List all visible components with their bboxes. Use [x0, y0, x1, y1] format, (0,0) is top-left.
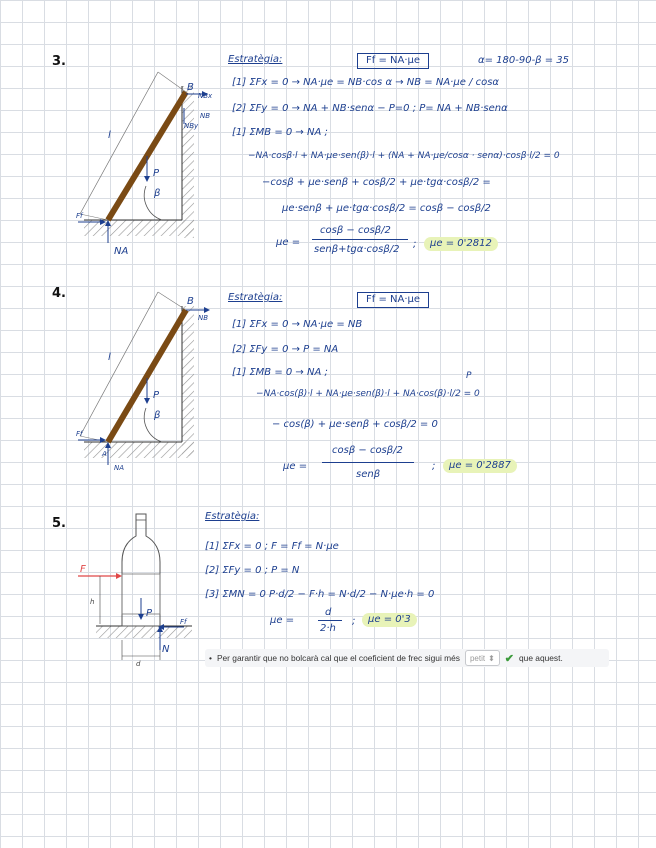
p3-eq-1: [1] ΣFx = 0 → NA·μe = NB·cos α → NB = NA·μe / cosα [232, 77, 500, 88]
problem-5-number: 5. [52, 516, 66, 531]
p3-friction-formula: Ff = NA·μe [357, 53, 429, 69]
ladder-figure-3 [74, 68, 214, 258]
p3-eq-3: [1] ΣMB = 0 → NA ; [232, 127, 328, 138]
note-after-text: que aquest. [519, 653, 563, 663]
fig4-label-ff: Ff [76, 430, 83, 438]
fig4-label-l: l [108, 352, 111, 363]
fig4-label-beta: β [154, 410, 161, 421]
fig3-label-p: P [153, 168, 160, 179]
p4-separator: ; [432, 461, 436, 472]
p3-separator: ; [413, 239, 417, 250]
p5-numerator: d [325, 607, 332, 618]
p5-heading: Estratègia: [205, 511, 260, 522]
p4-eq-4: −NA·cos(β)·l + NA·μe·sen(β)·l + NA·cos(β)·l/2 = 0 [256, 389, 480, 399]
p5-result-lhs: μe = [270, 615, 295, 626]
p3-numerator: cosβ − cosβ/2 [320, 225, 391, 236]
fig5-label-h: h [90, 598, 95, 606]
fig5-label-ff: Ff [180, 618, 187, 626]
fig5-label-p: P [146, 608, 153, 619]
p5-separator: ; [352, 616, 356, 627]
fig4-label-a: A [102, 450, 107, 458]
fig3-label-b: B [187, 82, 194, 93]
answer-select[interactable] [465, 650, 500, 666]
fig3-label-l: l [108, 130, 111, 141]
problem-3-number: 3. [52, 54, 66, 69]
fig3-label-nb: NB [200, 112, 211, 120]
fig3-label-nby: NBy [184, 122, 199, 130]
p3-eq-2: [2] ΣFy = 0 → NA + NB·senα − P=0 ; P= NA + NB·senα [232, 103, 508, 114]
fig4-label-b: B [187, 296, 194, 307]
p5-eq-3: [3] ΣMN = 0 P·d/2 − F·h = N·d/2 − N·μe·h = 0 [205, 589, 435, 600]
fig5-label-n: N [162, 644, 170, 655]
fig5-label-d: d [136, 660, 141, 668]
fig3-label-beta: β [154, 188, 161, 199]
bottle-figure-5 [74, 510, 204, 672]
p3-result-lhs: μe = [276, 237, 301, 248]
p5-eq-1: [1] ΣFx = 0 ; F = Ff = N·μe [205, 541, 339, 552]
fig4-label-na: NA [114, 464, 125, 472]
p4-heading: Estratègia: [228, 292, 283, 303]
p4-eq-3: [1] ΣMB = 0 → NA ; [232, 367, 328, 378]
fig5-label-f: F [80, 564, 86, 575]
p4-eq-1: [1] ΣFx = 0 → NA·μe = NB [232, 319, 363, 330]
p3-eq-5: −cosβ + μe·senβ + cosβ/2 + μe·tgα·cosβ/2 = [262, 177, 491, 188]
correct-check-icon: ✔ [504, 652, 514, 665]
fig3-label-nbx: NBx [198, 92, 213, 100]
note-bullet: • [209, 653, 212, 663]
p3-fraction-bar [312, 239, 408, 240]
p4-numerator: cosβ − cosβ/2 [332, 445, 403, 456]
p4-friction-formula: Ff = NA·μe [357, 292, 429, 308]
p4-denominator: senβ [356, 469, 381, 480]
p3-result: μe = 0'2812 [424, 237, 498, 251]
answer-select-value: petit [469, 653, 486, 663]
p5-fraction-bar [318, 620, 342, 621]
p4-result-lhs: μe = [283, 461, 308, 472]
p3-eq-6: μe·senβ + μe·tgα·cosβ/2 = cosβ − cosβ/2 [282, 203, 491, 214]
p3-alpha-value: α= 180-90-β = 35 [478, 55, 570, 66]
p4-fraction-bar [322, 462, 414, 463]
p5-denominator: 2·h [320, 623, 336, 634]
p3-denominator: senβ+tgα·cosβ/2 [314, 244, 400, 255]
problem-4-number: 4. [52, 286, 66, 301]
p4-result: μe = 0'2887 [443, 459, 517, 473]
fig3-label-ff: Ff [76, 212, 83, 220]
p3-heading: Estratègia: [228, 54, 283, 65]
p5-eq-2: [2] ΣFy = 0 ; P = N [205, 565, 300, 576]
ladder-figure-4 [74, 290, 214, 480]
p5-result: μe = 0'3 [362, 613, 417, 627]
conclusion-note [205, 649, 609, 667]
fig3-label-na: NA [114, 246, 129, 257]
p4-p-annotation: P [466, 371, 472, 381]
fig4-label-p: P [153, 390, 160, 401]
note-text: Per garantir que no bolcarà cal que el coeficient de frec sigui més [216, 653, 460, 663]
p4-eq-2: [2] ΣFy = 0 → P = NA [232, 344, 339, 355]
fig4-label-nb: NB [198, 314, 209, 322]
p3-eq-4: −NA·cosβ·l + NA·μe·sen(β)·l + (NA + NA·μe/cosα · senα)·cosβ·l/2 = 0 [248, 151, 560, 161]
select-arrow-icon: ⬍ [488, 653, 495, 663]
p4-eq-5: − cos(β) + μe·senβ + cosβ/2 = 0 [272, 419, 438, 430]
